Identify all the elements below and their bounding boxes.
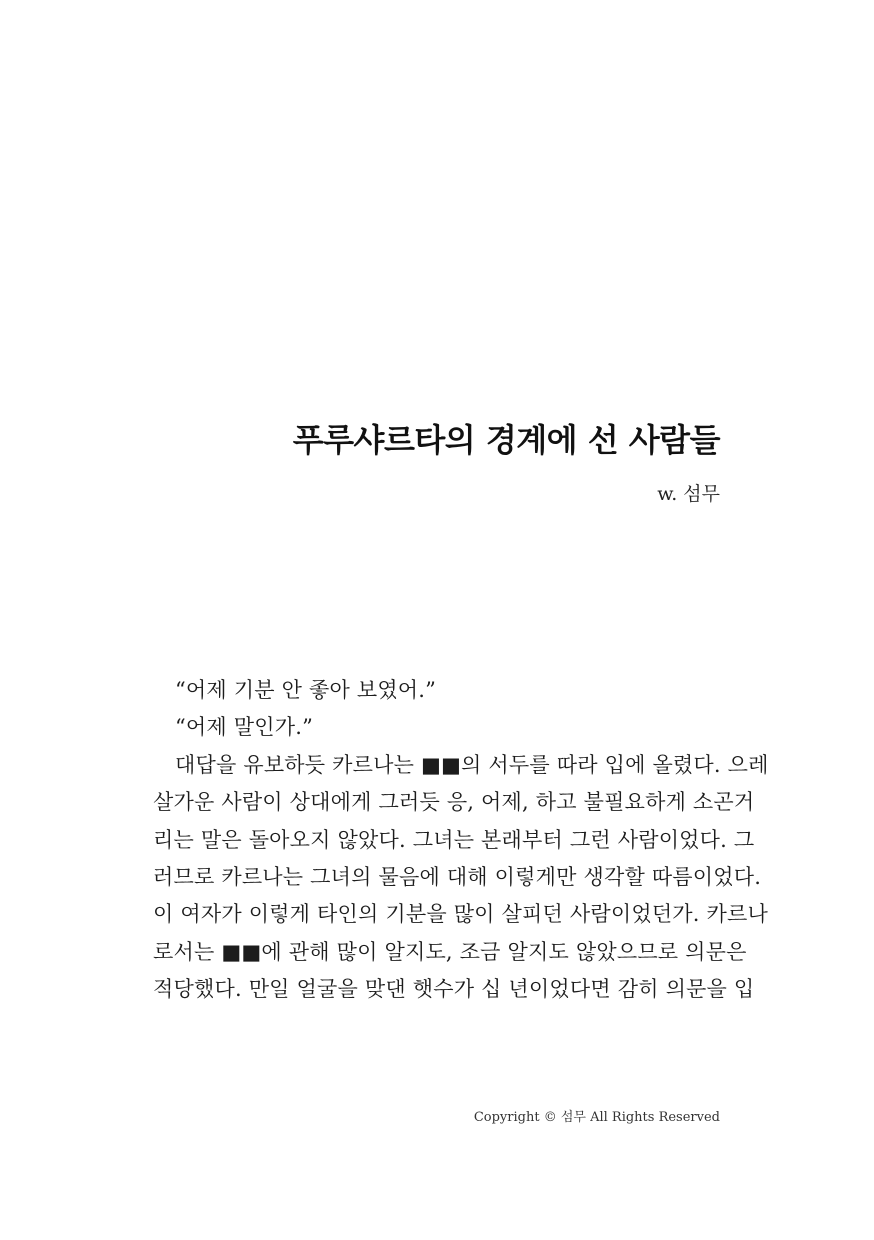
paragraph-line: 로서는 ■■에 관해 많이 알지도, 조금 알지도 않았으므로 의문은 [153,939,747,964]
paragraph-line: 러므로 카르나는 그녀의 물음에 대해 이렇게만 생각할 따름이었다. [153,864,762,889]
story-title: 푸루샤르타의 경계에 선 사람들 [292,421,720,459]
paragraph-line: “어제 말인가.” [175,715,314,740]
paragraph-line: 적당했다. 만일 얼굴을 맞댄 햇수가 십 년이었다면 감히 의문을 입 [153,977,755,1002]
paragraph-line: 대답을 유보하듯 카르나는 ■■의 서두를 따라 입에 올렸다. 으레 [175,752,769,777]
paragraph-line: 리는 말은 돌아오지 않았다. 그녀는 본래부터 그런 사람이었다. 그 [153,827,755,852]
paragraph-line: 살가운 사람이 상대에게 그러듯 응, 어제, 하고 불필요하게 소곤거 [153,790,755,815]
body-text [153,672,769,1009]
paragraph-line: 이 여자가 이렇게 타인의 기분을 많이 살피던 사람이었던가. 카르나 [153,902,768,927]
author-byline: w. 섬무 [657,483,720,505]
copyright-footer: Copyright © 섬무 All Rights Reserved [473,1110,720,1125]
paragraph-line: “어제 기분 안 좋아 보였어.” [175,678,437,702]
